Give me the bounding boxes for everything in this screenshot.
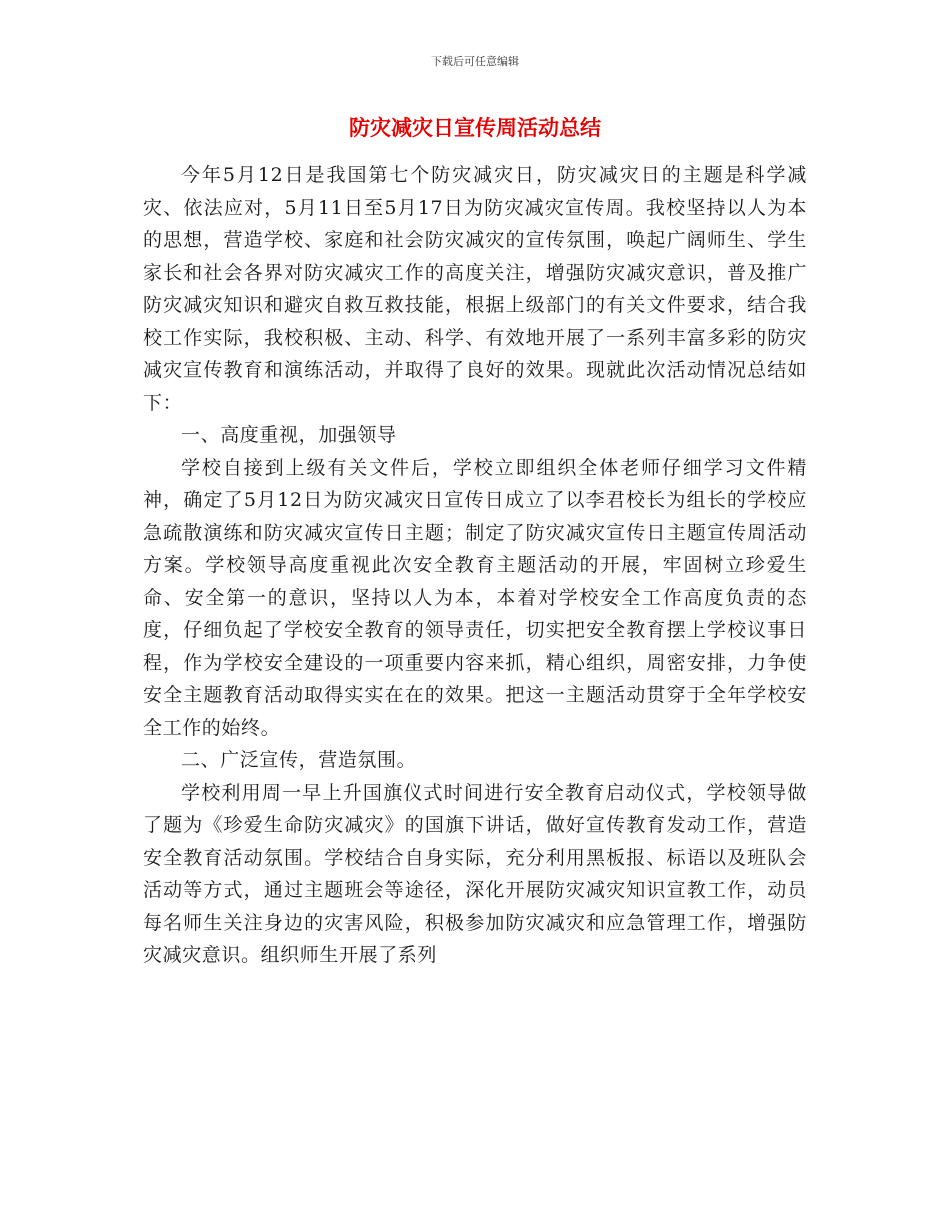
section-heading-2: 二、广泛宣传，营造氛围。: [181, 749, 417, 771]
header-note: 下载后可任意编辑: [431, 55, 519, 68]
document-title: 防灾减灾日宣传周活动总结: [349, 116, 601, 140]
paragraph-intro: 今年5月12日是我国第七个防灾减灾日，防灾减灾日的主题是科学减灾、依法应对，5月11日至5月17日为防灾减灾宣传周。我校坚持以人为本的思想，营造学校、家庭和社会防灾减灾的宣传氛围，唤起广阔师生、学生家长和社会各界对防灾减灾工作的高度关注，增强防灾减灾意识，普及推广防灾减灾知识和避灾自救互救技能，根据上级部门的有关文件要求，结合我校工作实际，我校积极、主动、科学、有效地开展了一系列丰富多彩的防灾减灾宣传教育和演练活动，并取得了良好的效果。现就此次活动情况总结如下：: [143, 164, 807, 414]
paragraph-section-1: 学校自接到上级有关文件后，学校立即组织全体老师仔细学习文件精神，确定了5月12日为防灾减灾日宣传日成立了以李君校长为组长的学校应急疏散演练和防灾减灾宣传日主题；制定了防灾减灾宣传日主题宣传周活动方案。学校领导高度重视此次安全教育主题活动的开展，牢固树立珍爱生命、安全第一的意识，坚持以人为本，本着对学校安全工作高度负责的态度，仔细负起了学校安全教育的领导责任，切实把安全教育摆上学校议事日程，作为学校安全建设的一项重要内容来抓，精心组织，周密安排，力争使安全主题教育活动取得实实在在的效果。把这一主题活动贯穿于全年学校安全工作的始终。: [143, 456, 807, 739]
paragraph-section-2: 学校利用周一早上升国旗仪式时间进行安全教育启动仪式，学校领导做了题为《珍爱生命防灾减灾》的国旗下讲话，做好宣传教育发动工作，营造安全教育活动氛围。学校结合自身实际，充分利用黑板报、标语以及班队会活动等方式，通过主题班会等途径，深化开展防灾减灾知识宣教工作，动员每名师生关注身边的灾害风险，积极参加防灾减灾和应急管理工作，增强防灾减灾意识。组织师生开展了系列: [143, 781, 807, 966]
document-body: [143, 159, 807, 972]
section-heading-1: 一、高度重视，加强领导: [181, 424, 397, 446]
